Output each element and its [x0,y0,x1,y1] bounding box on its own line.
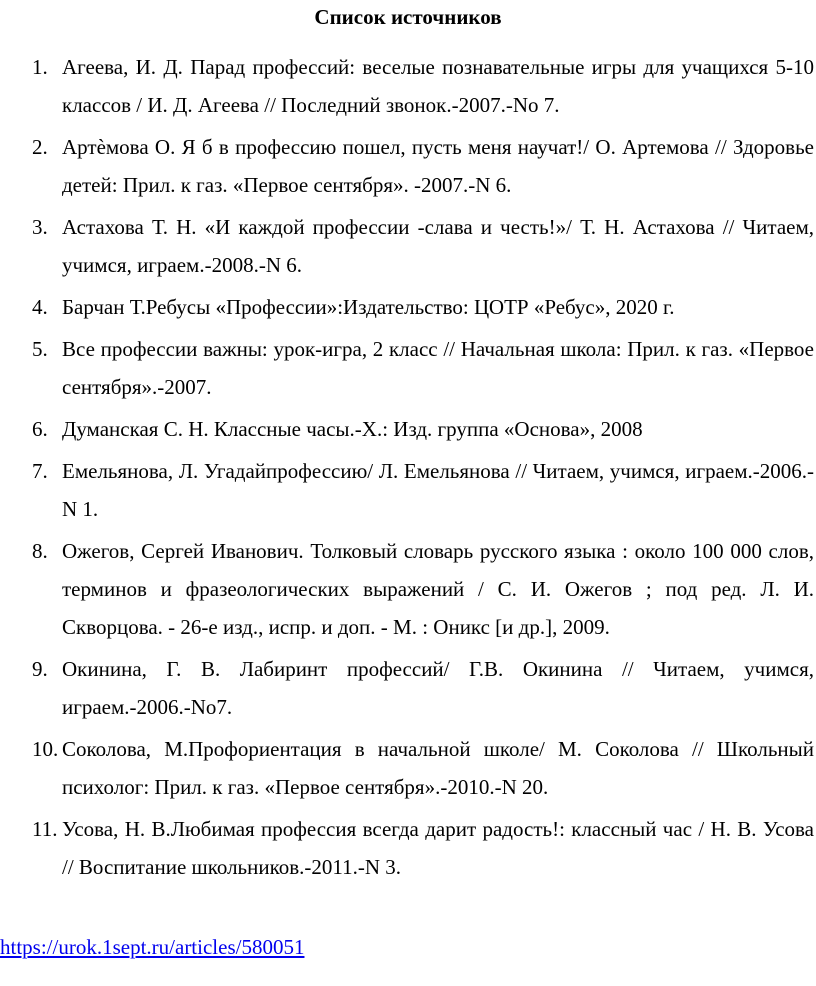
item-number: 1. [32,55,48,79]
reference-list [0,48,816,890]
list-item [0,208,816,284]
item-number: 11. [32,817,58,841]
list-item [0,128,816,204]
list-item [0,48,816,124]
item-text: Окинина, Г. В. Лабиринт профессий/ Г.В. Окинина // Читаем, учимся, играем.-2006.-No7. [62,657,814,719]
item-text: Соколова, М.Профориентация в начальной школе/ М. Соколова // Школьный психолог: Прил. к газ. «Первое сентября».-2010.-N 20. [62,737,814,799]
list-item [0,288,816,326]
item-number: 2. [32,135,48,159]
item-text: Астахова Т. Н. «И каждой профессии -слава и честь!»/ Т. Н. Астахова // Читаем, учимся, играем.-2008.-N 6. [62,215,814,277]
item-text: Ожегов, Сергей Иванович. Толковый словарь русского языка : около 100 000 слов, терминов и фразеологических выражений / С. И. Ожегов ; под ред. Л. И. Скворцова. - 26-е изд., испр. и доп. - М. : Оникс [и др.], 2009. [62,539,814,639]
item-number: 3. [32,215,48,239]
list-item [0,330,816,406]
list-item [0,452,816,528]
list-item [0,532,816,646]
item-text: Барчан Т.Ребусы «Профессии»:Издательство: ЦОТР «Ребус», 2020 г. [62,295,675,319]
item-text: Все профессии важны: урок-игра, 2 класс // Начальная школа: Прил. к газ. «Первое сентября».-2007. [62,337,814,399]
item-text: Агеева, И. Д. Парад профессий: веселые познавательные игры для учащихся 5-10 классов / И. Д. Агеева // Последний звонок.-2007.-No 7. [62,55,814,117]
item-number: 5. [32,337,48,361]
item-number: 10. [32,737,59,761]
item-number: 4. [32,295,48,319]
item-number: 9. [32,657,48,681]
list-item [0,650,816,726]
list-item [0,810,816,886]
item-text: Усова, Н. В.Любимая профессия всегда дарит радость!: классный час / Н. В. Усова // Воспитание школьников.-2011.-N 3. [62,817,814,879]
item-number: 7. [32,459,48,483]
list-item [0,410,816,448]
item-text: Думанская С. Н. Классные часы.-Х.: Изд. группа «Основа», 2008 [62,417,643,441]
list-item [0,730,816,806]
page-title: Список источников [314,5,502,29]
item-number: 8. [32,539,48,563]
item-text: Емельянова, Л. Угадайпрофессию/ Л. Емельянова // Читаем, учимся, играем.-2006.-N 1. [62,459,814,521]
item-number: 6. [32,417,48,441]
item-text: Артѐмова О. Я б в профессию пошел, пусть меня научат!/ О. Артемова // Здоровье детей: Прил. к газ. «Первое сентября». -2007.-N 6. [62,135,814,197]
source-link[interactable]: https://urok.1sept.ru/articles/580051 [0,935,305,959]
